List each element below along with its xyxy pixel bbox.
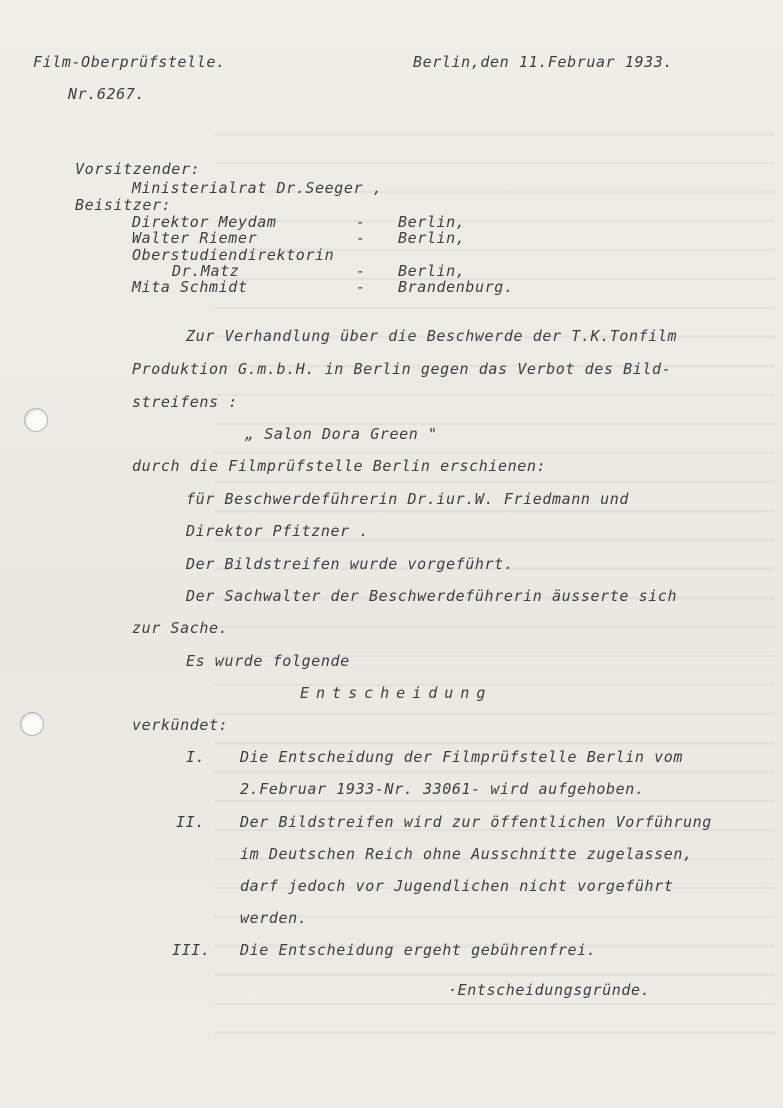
film-title: „ Salon Dora Green " bbox=[245, 425, 438, 443]
assessor-city: Berlin, bbox=[398, 213, 466, 231]
assessors-heading: Beisitzer: bbox=[75, 196, 172, 214]
assessor-sep: - bbox=[356, 229, 366, 247]
ruling-line: darf jedoch vor Jugendlichen nicht vorgeführt bbox=[240, 877, 674, 895]
punch-hole bbox=[24, 408, 48, 432]
body-line: verkündet: bbox=[132, 716, 229, 734]
ruling-number: I. bbox=[186, 748, 206, 766]
punch-hole bbox=[20, 712, 44, 736]
body-line: zur Sache. bbox=[132, 619, 229, 637]
ruling-number: II. bbox=[176, 813, 205, 831]
assessor-name: Direktor Meydam bbox=[132, 213, 277, 231]
body-line: Der Bildstreifen wurde vorgeführt. bbox=[186, 555, 514, 573]
assessor-city: Berlin, bbox=[398, 262, 466, 280]
assessor-city: Brandenburg. bbox=[398, 278, 514, 296]
assessor-sep: - bbox=[356, 262, 366, 280]
assessor-name: Walter Riemer bbox=[132, 229, 258, 247]
chair-name: Ministerialrat Dr.Seeger , bbox=[132, 179, 383, 197]
body-line: durch die Filmprüfstelle Berlin erschienen: bbox=[132, 457, 547, 475]
body-line: Der Sachwalter der Beschwerdeführerin äusserte sich bbox=[186, 587, 678, 605]
assessor-name: Dr.Matz bbox=[172, 262, 240, 280]
body-line: Es wurde folgende bbox=[186, 652, 350, 670]
body-line: für Beschwerdeführerin Dr.iur.W. Friedmann und bbox=[186, 490, 630, 508]
assessor-sep: - bbox=[356, 213, 366, 231]
assessor-name: Mita Schmidt bbox=[132, 278, 248, 296]
place-date: Berlin,den 11.Februar 1933. bbox=[413, 53, 674, 71]
ruling-line: Die Entscheidung ergeht gebührenfrei. bbox=[240, 941, 597, 959]
ruling-number: III. bbox=[172, 941, 211, 959]
ruling-line: werden. bbox=[240, 909, 308, 927]
reasons-heading: ·Entscheidungsgründe. bbox=[448, 981, 651, 999]
body-line: Direktor Pfitzner . bbox=[186, 522, 369, 540]
assessor-sep: - bbox=[356, 278, 366, 296]
body-line: streifens : bbox=[132, 393, 238, 411]
ruling-line: Die Entscheidung der Filmprüfstelle Berlin vom bbox=[240, 748, 684, 766]
chair-heading: Vorsitzender: bbox=[75, 160, 201, 178]
assessor-city: Berlin, bbox=[398, 229, 466, 247]
body-line: Zur Verhandlung über die Beschwerde der T.K.Tonfilm bbox=[186, 327, 678, 345]
body-line: Produktion G.m.b.H. in Berlin gegen das Verbot des Bild- bbox=[132, 360, 672, 378]
ruling-line: 2.Februar 1933-Nr. 33061- wird aufgehoben. bbox=[240, 780, 645, 798]
decision-heading: Entscheidung bbox=[300, 684, 493, 702]
authority-name: Film-Oberprüfstelle. bbox=[33, 53, 226, 71]
ruling-line: Der Bildstreifen wird zur öffentlichen Vorführung bbox=[240, 813, 712, 831]
assessor-title: Oberstudiendirektorin bbox=[132, 246, 335, 264]
file-number: Nr.6267. bbox=[68, 85, 146, 103]
ruling-line: im Deutschen Reich ohne Ausschnitte zugelassen, bbox=[240, 845, 693, 863]
